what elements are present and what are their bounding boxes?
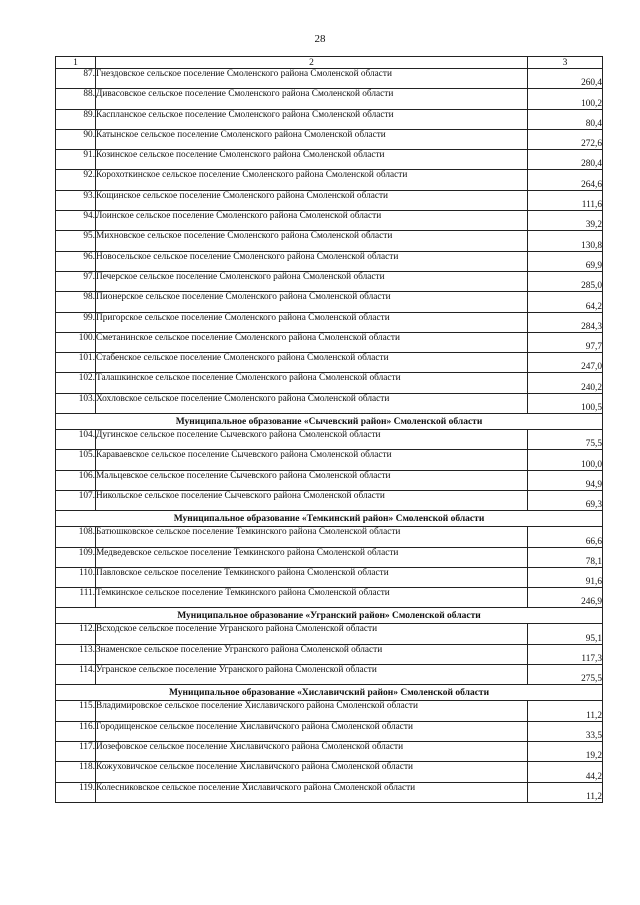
settlement-name: Сметанинское сельское поселение Смоленского района Смоленской области bbox=[96, 332, 528, 352]
settlement-name: Гнездовское сельское поселение Смоленского района Смоленской области bbox=[96, 69, 528, 89]
table-row bbox=[56, 211, 603, 231]
table-row bbox=[56, 312, 603, 332]
row-number: 95. bbox=[56, 231, 96, 251]
row-value: 100,5 bbox=[528, 393, 603, 413]
table-row bbox=[56, 430, 603, 450]
settlement-name: Дугинское сельское поселение Сычевского района Смоленской области bbox=[96, 430, 528, 450]
row-number: 105. bbox=[56, 450, 96, 470]
table-row bbox=[56, 353, 603, 373]
row-value: 285,0 bbox=[528, 271, 603, 291]
row-number: 119. bbox=[56, 782, 96, 802]
settlement-name: Печерское сельское поселение Смоленского района Смоленской области bbox=[96, 271, 528, 291]
settlement-name: Пионерское сельское поселение Смоленского района Смоленской области bbox=[96, 292, 528, 312]
row-number: 97. bbox=[56, 271, 96, 291]
row-value: 100,2 bbox=[528, 89, 603, 109]
settlement-name: Батюшковское сельское поселение Темкинского района Смоленской области bbox=[96, 527, 528, 547]
row-value: 75,5 bbox=[528, 430, 603, 450]
row-value: 280,4 bbox=[528, 150, 603, 170]
settlement-name: Хохловское сельское поселение Смоленского района Смоленской области bbox=[96, 393, 528, 413]
settlement-name: Темкинское сельское поселение Темкинского района Смоленской области bbox=[96, 588, 528, 608]
row-value: 69,9 bbox=[528, 251, 603, 271]
settlement-name: Городищенское сельское поселение Хиславичского района Смоленской области bbox=[96, 721, 528, 741]
table-row bbox=[56, 292, 603, 312]
row-number: 91. bbox=[56, 150, 96, 170]
table-row bbox=[56, 644, 603, 664]
table-row bbox=[56, 271, 603, 291]
row-number: 114. bbox=[56, 665, 96, 685]
row-number: 108. bbox=[56, 527, 96, 547]
settlement-name: Лоинское сельское поселение Смоленского района Смоленской области bbox=[96, 211, 528, 231]
row-number: 112. bbox=[56, 624, 96, 644]
row-number: 116. bbox=[56, 721, 96, 741]
table-row bbox=[56, 567, 603, 587]
row-value: 95,1 bbox=[528, 624, 603, 644]
row-number: 106. bbox=[56, 470, 96, 490]
table-row bbox=[56, 470, 603, 490]
row-number: 104. bbox=[56, 430, 96, 450]
table-row bbox=[56, 332, 603, 352]
table-row bbox=[56, 231, 603, 251]
row-value: 80,4 bbox=[528, 109, 603, 129]
table-row bbox=[56, 373, 603, 393]
row-value: 275,5 bbox=[528, 665, 603, 685]
table-body bbox=[56, 69, 603, 803]
settlement-name: Михновское сельское поселение Смоленского района Смоленской области bbox=[96, 231, 528, 251]
settlement-name: Дивасовское сельское поселение Смоленского района Смоленской области bbox=[96, 89, 528, 109]
row-number: 115. bbox=[56, 701, 96, 721]
settlement-name: Новосельское сельское поселение Смоленского района Смоленской области bbox=[96, 251, 528, 271]
table-row bbox=[56, 624, 603, 644]
row-number: 109. bbox=[56, 547, 96, 567]
row-number: 99. bbox=[56, 312, 96, 332]
row-value: 39,2 bbox=[528, 211, 603, 231]
section-header-row bbox=[56, 414, 603, 430]
row-number: 113. bbox=[56, 644, 96, 664]
settlement-name: Корохоткинское сельское поселение Смоленского района Смоленской области bbox=[96, 170, 528, 190]
settlement-name: Пригорское сельское поселение Смоленского района Смоленской области bbox=[96, 312, 528, 332]
table-row bbox=[56, 665, 603, 685]
row-number: 90. bbox=[56, 129, 96, 149]
row-value: 66,6 bbox=[528, 527, 603, 547]
table-row bbox=[56, 741, 603, 761]
table-row bbox=[56, 89, 603, 109]
page-number: 28 bbox=[314, 33, 326, 45]
row-value: 33,5 bbox=[528, 721, 603, 741]
settlement-name: Мальцевское сельское поселение Сычевского района Смоленской области bbox=[96, 470, 528, 490]
settlement-name: Павловское сельское поселение Темкинского района Смоленской области bbox=[96, 567, 528, 587]
table-row bbox=[56, 251, 603, 271]
settlement-name: Знаменское сельское поселение Угранского района Смоленской области bbox=[96, 644, 528, 664]
row-number: 96. bbox=[56, 251, 96, 271]
row-value: 91,6 bbox=[528, 567, 603, 587]
row-value: 94,9 bbox=[528, 470, 603, 490]
row-number: 87. bbox=[56, 69, 96, 89]
settlement-name: Кожуховичское сельское поселение Хиславичского района Смоленской области bbox=[96, 762, 528, 782]
settlement-table bbox=[55, 56, 603, 803]
row-number: 101. bbox=[56, 353, 96, 373]
row-value: 130,8 bbox=[528, 231, 603, 251]
settlement-name: Угранское сельское поселение Угранского района Смоленской области bbox=[96, 665, 528, 685]
table-row bbox=[56, 547, 603, 567]
row-value: 117,3 bbox=[528, 644, 603, 664]
section-title: Муниципальное образование «Угранский район» Смоленской области bbox=[56, 608, 603, 624]
row-number: 103. bbox=[56, 393, 96, 413]
row-value: 246,9 bbox=[528, 588, 603, 608]
table-row bbox=[56, 170, 603, 190]
row-number: 102. bbox=[56, 373, 96, 393]
settlement-name: Иозефовское сельское поселение Хиславичского района Смоленской области bbox=[96, 741, 528, 761]
row-value: 19,2 bbox=[528, 741, 603, 761]
table-row bbox=[56, 129, 603, 149]
row-number: 110. bbox=[56, 567, 96, 587]
row-number: 118. bbox=[56, 762, 96, 782]
table-row bbox=[56, 721, 603, 741]
row-value: 78,1 bbox=[528, 547, 603, 567]
table-row bbox=[56, 490, 603, 510]
row-value: 111,6 bbox=[528, 190, 603, 210]
settlement-name: Кощинское сельское поселение Смоленского района Смоленской области bbox=[96, 190, 528, 210]
settlement-name: Караваевское сельское поселение Сычевского района Смоленской области bbox=[96, 450, 528, 470]
row-value: 100,0 bbox=[528, 450, 603, 470]
table-row bbox=[56, 450, 603, 470]
row-number: 98. bbox=[56, 292, 96, 312]
row-number: 92. bbox=[56, 170, 96, 190]
row-value: 44,2 bbox=[528, 762, 603, 782]
column-header-number: 1 bbox=[56, 57, 96, 69]
row-value: 69,3 bbox=[528, 490, 603, 510]
row-value: 272,6 bbox=[528, 129, 603, 149]
row-number: 89. bbox=[56, 109, 96, 129]
row-value: 260,4 bbox=[528, 69, 603, 89]
row-number: 88. bbox=[56, 89, 96, 109]
section-header-row bbox=[56, 685, 603, 701]
row-number: 107. bbox=[56, 490, 96, 510]
row-value: 64,2 bbox=[528, 292, 603, 312]
settlement-name: Катынское сельское поселение Смоленского района Смоленской области bbox=[96, 129, 528, 149]
settlement-name: Колесниковское сельское поселение Хиславичского района Смоленской области bbox=[96, 782, 528, 802]
row-number: 100. bbox=[56, 332, 96, 352]
row-value: 264,6 bbox=[528, 170, 603, 190]
row-number: 93. bbox=[56, 190, 96, 210]
row-value: 240,2 bbox=[528, 373, 603, 393]
table-row bbox=[56, 527, 603, 547]
table-row bbox=[56, 109, 603, 129]
settlement-name: Козинское сельское поселение Смоленского района Смоленской области bbox=[96, 150, 528, 170]
row-value: 11,2 bbox=[528, 701, 603, 721]
row-value: 97,7 bbox=[528, 332, 603, 352]
settlement-name: Никольское сельское поселение Сычевского района Смоленской области bbox=[96, 490, 528, 510]
settlement-name: Талашкинское сельское поселение Смоленского района Смоленской области bbox=[96, 373, 528, 393]
table-row bbox=[56, 393, 603, 413]
column-header-name: 2 bbox=[96, 57, 528, 69]
table-row bbox=[56, 190, 603, 210]
row-value: 247,0 bbox=[528, 353, 603, 373]
settlement-name: Всходское сельское поселение Угранского района Смоленской области bbox=[96, 624, 528, 644]
table-header-row bbox=[56, 57, 603, 69]
table-row bbox=[56, 150, 603, 170]
row-number: 117. bbox=[56, 741, 96, 761]
section-title: Муниципальное образование «Сычевский район» Смоленской области bbox=[56, 414, 603, 430]
table-row bbox=[56, 762, 603, 782]
row-number: 94. bbox=[56, 211, 96, 231]
settlement-name: Медведевское сельское поселение Темкинского района Смоленской области bbox=[96, 547, 528, 567]
settlement-name: Владимировское сельское поселение Хиславичского района Смоленской области bbox=[96, 701, 528, 721]
table-row bbox=[56, 69, 603, 89]
section-title: Муниципальное образование «Хиславичский район» Смоленской области bbox=[56, 685, 603, 701]
table-row bbox=[56, 588, 603, 608]
section-header-row bbox=[56, 511, 603, 527]
column-header-value: 3 bbox=[528, 57, 603, 69]
section-title: Муниципальное образование «Темкинский район» Смоленской области bbox=[56, 511, 603, 527]
row-number: 111. bbox=[56, 588, 96, 608]
settlement-name: Каспланское сельское поселение Смоленского района Смоленской области bbox=[96, 109, 528, 129]
table-row bbox=[56, 701, 603, 721]
row-value: 284,3 bbox=[528, 312, 603, 332]
section-header-row bbox=[56, 608, 603, 624]
row-value: 11,2 bbox=[528, 782, 603, 802]
table-row bbox=[56, 782, 603, 802]
settlement-name: Стабенское сельское поселение Смоленского района Смоленской области bbox=[96, 353, 528, 373]
